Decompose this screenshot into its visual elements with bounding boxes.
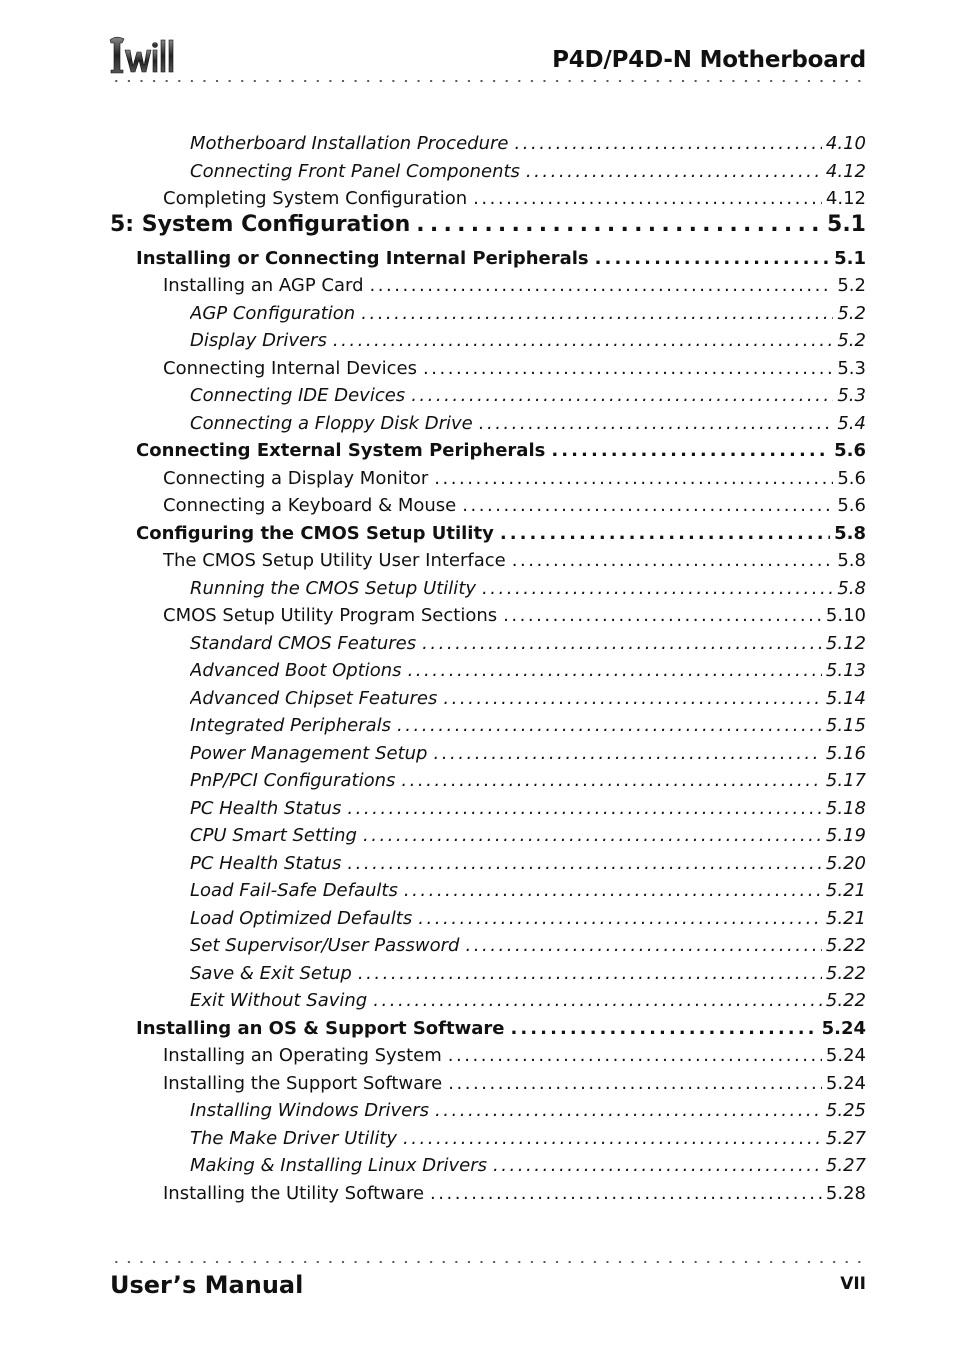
iwill-logo-icon <box>108 34 188 76</box>
toc-entry[interactable] <box>190 413 866 441</box>
dot-leader <box>551 440 830 461</box>
dot-leader <box>408 660 822 681</box>
toc-entry-page: 5.28 <box>825 1183 866 1204</box>
toc-entry[interactable] <box>163 495 866 523</box>
dot-leader <box>526 161 822 182</box>
toc-entry[interactable] <box>163 605 866 633</box>
toc-entry[interactable] <box>163 275 866 303</box>
toc-entry-page: 5.20 <box>825 853 866 874</box>
dot-leader <box>473 188 822 209</box>
dot-leader <box>370 275 834 296</box>
toc-entry-page: 5.1 <box>827 212 866 237</box>
toc-entry[interactable] <box>190 770 866 798</box>
toc-entry[interactable] <box>136 440 866 468</box>
dot-leader <box>423 358 833 379</box>
toc-entry-page: 5.24 <box>825 1045 866 1066</box>
toc-entry-page: 5.22 <box>825 963 866 984</box>
toc-entry-title: Power Management Setup <box>190 743 428 764</box>
toc-entry[interactable] <box>190 1128 866 1156</box>
toc-entry[interactable] <box>190 660 866 688</box>
footer-title: User’s Manual <box>110 1271 304 1299</box>
toc-entry[interactable] <box>163 358 866 386</box>
toc-entry-title: Connecting External System Peripherals <box>136 440 546 461</box>
header-divider <box>110 80 866 82</box>
toc-entry-page: 5.21 <box>825 880 866 901</box>
toc-entry-title: Configuring the CMOS Setup Utility <box>136 523 494 544</box>
toc-entry[interactable] <box>190 1100 866 1128</box>
toc-entry-title: Installing Windows Drivers <box>190 1100 429 1121</box>
toc-entry-title: AGP Configuration <box>190 303 356 324</box>
dot-leader <box>500 523 830 544</box>
toc-entry[interactable] <box>190 161 866 189</box>
dot-leader <box>430 1183 822 1204</box>
toc-entry-title: Set Supervisor/User Password <box>190 935 460 956</box>
toc-entry[interactable] <box>190 963 866 991</box>
dot-leader <box>465 935 821 956</box>
toc-entry-title: Integrated Peripherals <box>190 715 392 736</box>
dot-leader <box>373 990 822 1011</box>
toc-entry[interactable] <box>190 330 866 358</box>
toc-entry[interactable] <box>136 1018 866 1046</box>
dot-leader <box>418 908 822 929</box>
toc-entry-page: 5.8 <box>837 550 866 571</box>
toc-entry[interactable] <box>190 935 866 963</box>
toc-entry-page: 5.18 <box>825 798 866 819</box>
toc-entry[interactable] <box>110 212 866 244</box>
toc-entry-page: 5.13 <box>825 660 866 681</box>
toc-entry[interactable] <box>190 825 866 853</box>
toc-entry-page: 5.14 <box>825 688 866 709</box>
toc-entry-title: Connecting a Keyboard & Mouse <box>163 495 457 516</box>
toc-entry[interactable] <box>190 715 866 743</box>
toc-entry-title: Connecting a Display Monitor <box>163 468 429 489</box>
toc-entry-title: Installing an OS & Support Software <box>136 1018 505 1039</box>
dot-leader <box>422 633 822 654</box>
footer-divider <box>110 1261 866 1263</box>
toc-entry-title: Completing System Configuration <box>163 188 468 209</box>
toc-entry[interactable] <box>136 523 866 551</box>
dot-leader <box>448 1073 822 1094</box>
dot-leader <box>443 688 822 709</box>
toc-entry-title: Running the CMOS Setup Utility <box>190 578 477 599</box>
toc-entry-page: 5.6 <box>834 440 866 461</box>
toc-entry[interactable] <box>190 385 866 413</box>
dot-leader <box>363 825 822 846</box>
toc-entry-title: Display Drivers <box>190 330 327 351</box>
toc-entry-title: Connecting Front Panel Components <box>190 161 520 182</box>
toc-entry-title: Installing an Operating System <box>163 1045 442 1066</box>
toc-entry-page: 5.8 <box>834 523 866 544</box>
toc-entry[interactable] <box>190 303 866 331</box>
document-title: P4D/P4D-N Motherboard <box>552 47 866 73</box>
toc-entry[interactable] <box>163 1045 866 1073</box>
dot-leader <box>333 330 834 351</box>
toc-entry[interactable] <box>163 550 866 578</box>
dot-leader <box>595 248 830 269</box>
toc-entry[interactable] <box>190 990 866 1018</box>
page-number: VII <box>840 1274 866 1294</box>
dot-leader <box>361 303 833 324</box>
toc-entry-title: CMOS Setup Utility Program Sections <box>163 605 498 626</box>
toc-entry-page: 5.27 <box>825 1128 866 1149</box>
toc-entry-page: 5.24 <box>825 1073 866 1094</box>
iwill-logo <box>108 34 188 76</box>
toc-entry-title: PC Health Status <box>190 853 342 874</box>
dot-leader <box>401 770 822 791</box>
toc-entry-page: 5.25 <box>825 1100 866 1121</box>
dot-leader <box>358 963 822 984</box>
toc-entry-page: 5.1 <box>834 248 866 269</box>
toc-entry-title: The Make Driver Utility <box>190 1128 398 1149</box>
dot-leader <box>434 468 833 489</box>
toc-entry-page: 5.19 <box>825 825 866 846</box>
toc-entry-page: 5.10 <box>825 605 866 626</box>
toc-entry[interactable] <box>190 880 866 908</box>
toc-entry[interactable] <box>190 688 866 716</box>
toc-entry-title: Motherboard Installation Procedure <box>190 133 509 154</box>
toc-entry-page: 5.16 <box>825 743 866 764</box>
toc-entry-page: 5.3 <box>837 358 866 379</box>
toc-entry[interactable] <box>190 133 866 161</box>
toc-entry-page: 5.12 <box>825 633 866 654</box>
dot-leader <box>448 1045 822 1066</box>
toc-entry-title: Installing the Utility Software <box>163 1183 425 1204</box>
toc-entry-page: 5.6 <box>837 468 866 489</box>
toc-entry-title: Installing or Connecting Internal Peripherals <box>136 248 589 269</box>
toc-entry-title: Standard CMOS Features <box>190 633 417 654</box>
dot-leader <box>493 1155 822 1176</box>
toc-entry-title: Installing the Support Software <box>163 1073 443 1094</box>
toc-entry[interactable] <box>190 1155 866 1183</box>
toc-entry-page: 5.15 <box>825 715 866 736</box>
toc-entry-title: Exit Without Saving <box>190 990 368 1011</box>
toc-entry[interactable] <box>190 853 866 881</box>
dot-leader <box>404 880 822 901</box>
toc-entry-page: 5.2 <box>837 303 866 324</box>
toc-entry-page: 5.27 <box>825 1155 866 1176</box>
toc-entry-page: 5.22 <box>825 990 866 1011</box>
dot-leader <box>435 1100 822 1121</box>
toc-entry-title: 5: System Configuration <box>110 212 411 237</box>
toc-entry[interactable] <box>190 578 866 606</box>
toc-entry-title: PnP/PCI Configurations <box>190 770 396 791</box>
dot-leader <box>433 743 821 764</box>
dot-leader <box>512 550 834 571</box>
toc-entry-title: Load Optimized Defaults <box>190 908 413 929</box>
toc-entry-page: 5.8 <box>837 578 866 599</box>
toc-entry-page: 5.24 <box>821 1018 866 1039</box>
toc-entry-title: Installing an AGP Card <box>163 275 364 296</box>
toc-entry-page: 5.3 <box>837 385 866 406</box>
dot-leader <box>510 1018 817 1039</box>
toc-entry-title: Save & Exit Setup <box>190 963 352 984</box>
toc-entry-title: Connecting a Floppy Disk Drive <box>190 413 473 434</box>
toc-entry[interactable] <box>190 798 866 826</box>
toc-entry-title: Connecting Internal Devices <box>163 358 418 379</box>
dot-leader <box>403 1128 822 1149</box>
dot-leader <box>416 212 823 237</box>
toc-entry-page: 5.17 <box>825 770 866 791</box>
toc-entry[interactable] <box>190 743 866 771</box>
toc-entry[interactable] <box>190 633 866 661</box>
toc-entry-page: 5.2 <box>837 330 866 351</box>
toc-entry-page: 5.2 <box>837 275 866 296</box>
dot-leader <box>397 715 822 736</box>
dot-leader <box>514 133 821 154</box>
toc-entry[interactable] <box>190 908 866 936</box>
dot-leader <box>503 605 822 626</box>
toc-entry[interactable] <box>163 1073 866 1101</box>
toc-entry-title: Connecting IDE Devices <box>190 385 406 406</box>
toc-entry-title: The CMOS Setup Utility User Interface <box>163 550 506 571</box>
toc-entry-title: PC Health Status <box>190 798 342 819</box>
dot-leader <box>479 413 834 434</box>
toc-entry-page: 4.12 <box>825 161 866 182</box>
toc-entry-page: 5.22 <box>825 935 866 956</box>
dot-leader <box>482 578 833 599</box>
toc-entry-page: 4.12 <box>825 188 866 209</box>
toc-entry[interactable] <box>163 468 866 496</box>
toc-entry-title: Load Fail-Safe Defaults <box>190 880 398 901</box>
dot-leader <box>347 853 822 874</box>
toc-entry[interactable] <box>163 1183 866 1211</box>
dot-leader <box>462 495 833 516</box>
toc-entry[interactable] <box>136 248 866 276</box>
toc-entry-title: Advanced Chipset Features <box>190 688 438 709</box>
toc-entry-page: 5.4 <box>837 413 866 434</box>
toc-entry-page: 5.21 <box>825 908 866 929</box>
toc-entry-title: Advanced Boot Options <box>190 660 402 681</box>
toc-entry-page: 5.6 <box>837 495 866 516</box>
toc-entry-title: CPU Smart Setting <box>190 825 357 846</box>
dot-leader <box>347 798 822 819</box>
dot-leader <box>411 385 833 406</box>
toc-entry-page: 4.10 <box>825 133 866 154</box>
toc-entry-title: Making & Installing Linux Drivers <box>190 1155 488 1176</box>
